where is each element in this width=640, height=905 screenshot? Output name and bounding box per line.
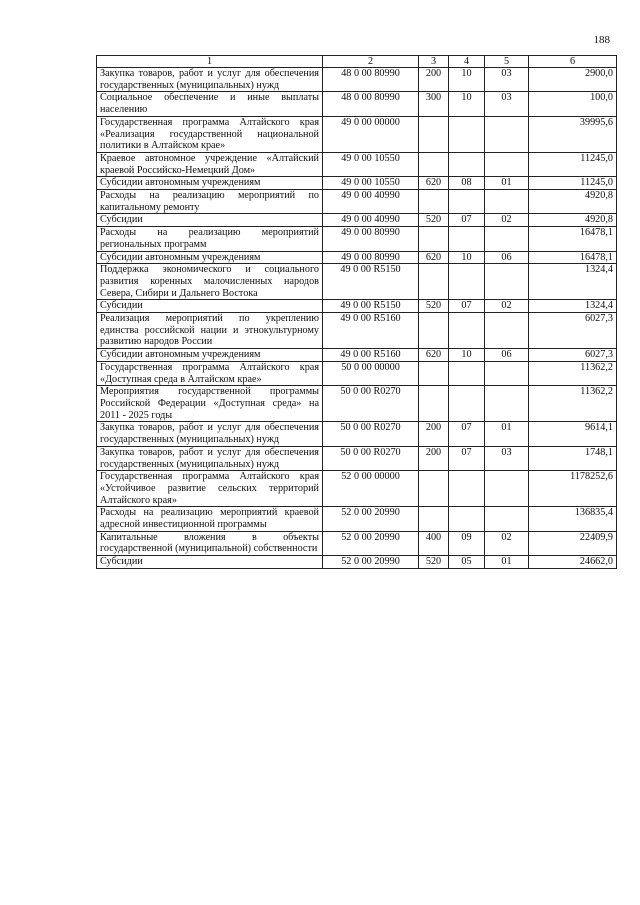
row-col5-cell <box>485 152 529 176</box>
row-name-cell: Государственная программа Алтайского края «Устойчивое развитие сельских территорий Алтайского края» <box>97 471 323 507</box>
row-col5-cell: 03 <box>485 92 529 116</box>
row-col3-cell <box>419 361 449 385</box>
row-col4-cell: 07 <box>449 446 485 470</box>
row-name-cell: Закупка товаров, работ и услуг для обеспечения государственных (муниципальных) нужд <box>97 422 323 446</box>
header-row <box>97 56 617 68</box>
row-code-cell: 50 0 00 R0270 <box>323 386 419 422</box>
row-col5-cell <box>485 507 529 531</box>
page-number: 188 <box>593 34 610 46</box>
table-row <box>97 556 617 569</box>
row-name-cell: Субсидии <box>97 214 323 227</box>
row-col4-cell <box>449 152 485 176</box>
row-col5-cell: 01 <box>485 177 529 190</box>
table-row <box>97 361 617 385</box>
row-col4-cell <box>449 116 485 152</box>
table-row <box>97 471 617 507</box>
row-code-cell: 48 0 00 80990 <box>323 92 419 116</box>
row-name-cell: Субсидии <box>97 300 323 313</box>
row-col3-cell: 200 <box>419 446 449 470</box>
row-col3-cell <box>419 313 449 349</box>
row-name-cell: Расходы на реализацию мероприятий по капитальному ремонту <box>97 190 323 214</box>
row-name-cell: Закупка товаров, работ и услуг для обеспечения государственных (муниципальных) нужд <box>97 446 323 470</box>
row-amount-cell: 16478,1 <box>529 251 617 264</box>
row-col4-cell: 10 <box>449 68 485 92</box>
row-col3-cell: 520 <box>419 556 449 569</box>
row-col4-cell: 07 <box>449 422 485 446</box>
row-col3-cell: 620 <box>419 349 449 362</box>
row-name-cell: Субсидии автономным учреждениям <box>97 349 323 362</box>
budget-table <box>96 55 617 569</box>
table-row <box>97 422 617 446</box>
row-code-cell: 49 0 00 R5160 <box>323 313 419 349</box>
row-col5-cell: 06 <box>485 349 529 362</box>
row-col3-cell: 520 <box>419 214 449 227</box>
row-col4-cell: 10 <box>449 349 485 362</box>
row-col5-cell <box>485 313 529 349</box>
row-col5-cell: 01 <box>485 556 529 569</box>
row-name-cell: Расходы на реализацию мероприятий краевой адресной инвестиционной программы <box>97 507 323 531</box>
row-col5-cell: 02 <box>485 214 529 227</box>
row-col5-cell <box>485 361 529 385</box>
row-amount-cell: 39995,6 <box>529 116 617 152</box>
row-amount-cell: 4920,8 <box>529 190 617 214</box>
header-col-2: 2 <box>323 56 419 68</box>
row-col5-cell: 03 <box>485 68 529 92</box>
row-col5-cell: 02 <box>485 531 529 555</box>
row-col5-cell <box>485 471 529 507</box>
row-code-cell: 49 0 00 R5160 <box>323 349 419 362</box>
row-amount-cell: 9614,1 <box>529 422 617 446</box>
row-col3-cell: 620 <box>419 251 449 264</box>
row-col4-cell <box>449 361 485 385</box>
row-col4-cell: 07 <box>449 214 485 227</box>
row-code-cell: 52 0 00 20990 <box>323 556 419 569</box>
table-row <box>97 251 617 264</box>
row-col4-cell: 05 <box>449 556 485 569</box>
row-amount-cell: 136835,4 <box>529 507 617 531</box>
row-amount-cell: 11245,0 <box>529 152 617 176</box>
row-code-cell: 48 0 00 80990 <box>323 68 419 92</box>
table-row <box>97 214 617 227</box>
row-col4-cell <box>449 471 485 507</box>
table-row <box>97 300 617 313</box>
row-amount-cell: 16478,1 <box>529 227 617 251</box>
header-col-1: 1 <box>97 56 323 68</box>
header-col-5: 5 <box>485 56 529 68</box>
row-col5-cell: 06 <box>485 251 529 264</box>
row-col5-cell: 02 <box>485 300 529 313</box>
row-amount-cell: 22409,9 <box>529 531 617 555</box>
row-code-cell: 49 0 00 R5150 <box>323 300 419 313</box>
table-row <box>97 177 617 190</box>
row-code-cell: 52 0 00 20990 <box>323 507 419 531</box>
row-col4-cell <box>449 313 485 349</box>
row-col5-cell <box>485 190 529 214</box>
row-code-cell: 49 0 00 R5150 <box>323 264 419 300</box>
row-col4-cell: 09 <box>449 531 485 555</box>
table-row <box>97 446 617 470</box>
row-code-cell: 49 0 00 40990 <box>323 214 419 227</box>
row-amount-cell: 11362,2 <box>529 386 617 422</box>
row-col3-cell <box>419 386 449 422</box>
header-col-4: 4 <box>449 56 485 68</box>
row-amount-cell: 6027,3 <box>529 313 617 349</box>
table-row <box>97 116 617 152</box>
row-amount-cell: 11245,0 <box>529 177 617 190</box>
table-row <box>97 507 617 531</box>
row-code-cell: 50 0 00 R0270 <box>323 422 419 446</box>
row-col3-cell: 520 <box>419 300 449 313</box>
table-row <box>97 349 617 362</box>
row-col5-cell <box>485 227 529 251</box>
row-col3-cell: 620 <box>419 177 449 190</box>
row-amount-cell: 100,0 <box>529 92 617 116</box>
row-name-cell: Краевое автономное учреждение «Алтайский краевой Российско-Немецкий Дом» <box>97 152 323 176</box>
row-col4-cell: 10 <box>449 251 485 264</box>
header-col-3: 3 <box>419 56 449 68</box>
row-col4-cell <box>449 190 485 214</box>
table-row <box>97 264 617 300</box>
row-name-cell: Субсидии автономным учреждениям <box>97 177 323 190</box>
row-col3-cell <box>419 507 449 531</box>
row-name-cell: Поддержка экономического и социального развития коренных малочисленных народов Севера, Сибири и Дальнего Востока <box>97 264 323 300</box>
row-amount-cell: 2900,0 <box>529 68 617 92</box>
row-code-cell: 49 0 00 10550 <box>323 177 419 190</box>
row-amount-cell: 1178252,6 <box>529 471 617 507</box>
row-col5-cell <box>485 264 529 300</box>
table-body <box>97 68 617 569</box>
row-col3-cell: 300 <box>419 92 449 116</box>
table-row <box>97 313 617 349</box>
header-col-6: 6 <box>529 56 617 68</box>
row-col3-cell: 200 <box>419 422 449 446</box>
table-row <box>97 190 617 214</box>
table-row <box>97 68 617 92</box>
table-row <box>97 227 617 251</box>
row-name-cell: Закупка товаров, работ и услуг для обеспечения государственных (муниципальных) нужд <box>97 68 323 92</box>
row-amount-cell: 1324,4 <box>529 300 617 313</box>
row-col3-cell <box>419 471 449 507</box>
row-col3-cell <box>419 152 449 176</box>
row-amount-cell: 4920,8 <box>529 214 617 227</box>
table-row <box>97 92 617 116</box>
row-code-cell: 49 0 00 80990 <box>323 227 419 251</box>
row-name-cell: Государственная программа Алтайского края «Реализация государственной национальной политики в Алтайском крае» <box>97 116 323 152</box>
row-name-cell: Субсидии <box>97 556 323 569</box>
row-code-cell: 49 0 00 80990 <box>323 251 419 264</box>
table-row <box>97 531 617 555</box>
row-col5-cell <box>485 116 529 152</box>
row-col3-cell <box>419 190 449 214</box>
row-amount-cell: 1324,4 <box>529 264 617 300</box>
row-code-cell: 49 0 00 10550 <box>323 152 419 176</box>
row-code-cell: 50 0 00 00000 <box>323 361 419 385</box>
row-col4-cell <box>449 264 485 300</box>
row-name-cell: Социальное обеспечение и иные выплаты населению <box>97 92 323 116</box>
table-row <box>97 152 617 176</box>
row-col5-cell: 03 <box>485 446 529 470</box>
row-name-cell: Государственная программа Алтайского края «Доступная среда в Алтайском крае» <box>97 361 323 385</box>
row-col4-cell: 08 <box>449 177 485 190</box>
row-code-cell: 49 0 00 00000 <box>323 116 419 152</box>
row-code-cell: 52 0 00 00000 <box>323 471 419 507</box>
row-col3-cell: 200 <box>419 68 449 92</box>
row-col3-cell <box>419 227 449 251</box>
row-col4-cell <box>449 386 485 422</box>
row-col3-cell <box>419 116 449 152</box>
row-code-cell: 49 0 00 40990 <box>323 190 419 214</box>
row-col4-cell <box>449 507 485 531</box>
row-name-cell: Субсидии автономным учреждениям <box>97 251 323 264</box>
row-code-cell: 52 0 00 20990 <box>323 531 419 555</box>
row-col3-cell: 400 <box>419 531 449 555</box>
row-name-cell: Мероприятия государственной программы Российской Федерации «Доступная среда» на 2011 - 2025 годы <box>97 386 323 422</box>
row-amount-cell: 11362,2 <box>529 361 617 385</box>
row-col4-cell: 10 <box>449 92 485 116</box>
row-col5-cell: 01 <box>485 422 529 446</box>
row-col3-cell <box>419 264 449 300</box>
row-amount-cell: 6027,3 <box>529 349 617 362</box>
row-col4-cell: 07 <box>449 300 485 313</box>
row-name-cell: Капитальные вложения в объекты государственной (муниципальной) собственности <box>97 531 323 555</box>
row-col4-cell <box>449 227 485 251</box>
row-code-cell: 50 0 00 R0270 <box>323 446 419 470</box>
table-row <box>97 386 617 422</box>
row-amount-cell: 24662,0 <box>529 556 617 569</box>
row-amount-cell: 1748,1 <box>529 446 617 470</box>
row-col5-cell <box>485 386 529 422</box>
row-name-cell: Расходы на реализацию мероприятий региональных программ <box>97 227 323 251</box>
row-name-cell: Реализация мероприятий по укреплению единства российской нации и этнокультурному развитию народов России <box>97 313 323 349</box>
